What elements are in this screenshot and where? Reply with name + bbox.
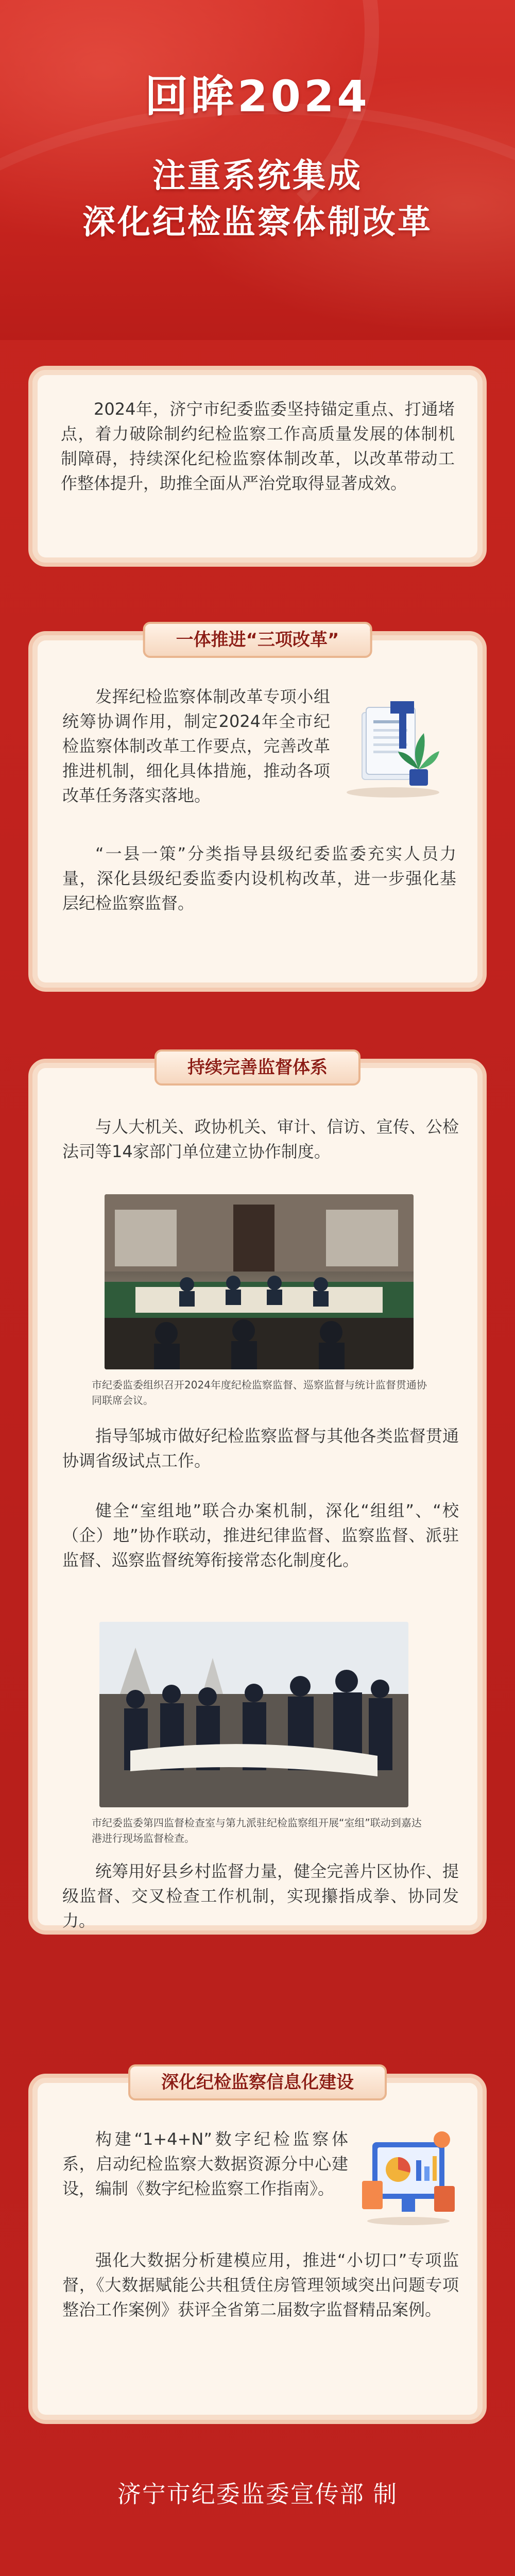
document-plant-icon [341,692,444,800]
section-title: 一体推进“三项改革” [143,622,372,658]
section-paragraph: 健全“室组地”联合办案机制，深化“组组”、“校（企）地”协作联动，推进纪律监督、监察监督、派驻监督、巡察监督统筹衔接常态化制度化。 [62,1501,459,1570]
section-paragraph: 指导邹城市做好纪检监察监督与其他各类监督贯通协调省级试点工作。 [62,1426,459,1470]
section-title: 持续完善监督体系 [154,1049,360,1086]
section-paragraph: 与人大机关、政协机关、审计、信访、宣传、公检法司等14家部门单位建立协作制度。 [62,1117,459,1161]
inspection-scene-image [99,1622,408,1807]
headline-year: 回眸2024 [145,71,370,122]
intro-text: 2024年，济宁市纪委监委坚持锚定重点、打通堵点，着力破除制约纪检监察工作高质量发展的体制机制障碍，持续深化纪检监察体制改革，以改革带动工作整体提升，助推全面从严治党取得显著成效。 [61,399,455,493]
section-three-reforms [28,631,487,992]
section-digitalization [28,2074,487,2424]
meeting-scene-image [105,1194,414,1369]
headline-subtitle-1: 注重系统集成 [152,157,363,195]
photo-caption: 市纪委监委组织召开2024年度纪检监察监督、巡察监督与统计监督贯通协同联席会议。 [92,1379,427,1406]
section-paragraph: 构建“1+4+N”数字纪检监察体系，启动纪检监察大数据资源分中心建设，编制《数字纪检监察工作指南》。 [62,2129,348,2198]
footer-credit: 济宁市纪委监委宣传部 制 [117,2480,398,2508]
inspection-photo [99,1622,408,1807]
headline-subtitle-2: 深化纪检监察体制改革 [82,204,433,242]
intro-card [28,366,487,567]
section-supervision-system [28,1059,487,1935]
photo-caption: 市纪委监委第四监督检查室与第九派驻纪检监察组开展“室组”联动到嘉达港进行现场监督检查。 [92,1817,422,1844]
meeting-photo [105,1194,414,1369]
section-paragraph: 统筹用好县乡村监督力量，健全完善片区协作、提级监督、交叉检查工作机制，实现攥指成拳、协同发力。 [62,1861,459,1930]
data-dashboard-icon [359,2129,457,2227]
section-paragraph: 发挥纪检监察体制改革专项小组统筹协调作用，制定2024年全市纪检监察体制改革工作要点，完善改革推进机制，细化具体措施，推动各项改革任务落实落地。 [62,687,330,805]
document-illustration [341,692,444,800]
section-paragraph: 强化大数据分析建模应用，推进“小切口”专项监督，《大数据赋能公共租赁住房管理领域突出问题专项整治工作案例》获评全省第二届数字监督精品案例。 [62,2250,459,2319]
header-banner [0,0,515,340]
section-paragraph: “一县一策”分类指导县级纪委监委充实人员力量，深化县级纪委监委内设机构改革，进一步强化基层纪检监察监督。 [62,844,456,913]
section-title: 深化纪检监察信息化建设 [128,2064,387,2100]
dashboard-illustration [359,2129,457,2227]
